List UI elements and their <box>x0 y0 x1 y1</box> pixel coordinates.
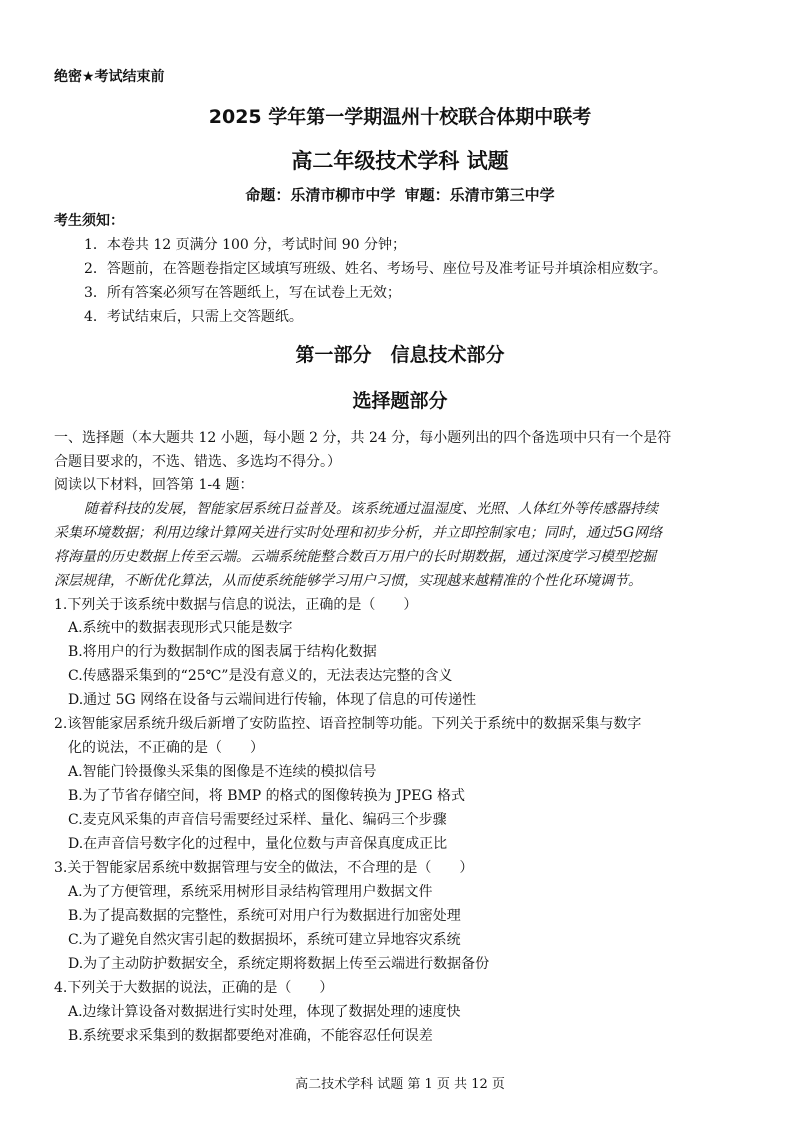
answer-option: D.在声音信号数字化的过程中，量化位数与声音保真度成正比 <box>68 836 448 852</box>
secret-label: 绝密★考试结束前 <box>54 69 165 85</box>
question-stem: 4.下列关于大数据的说法，正确的是（ ） <box>54 980 334 996</box>
answer-option: A.为了方便管理，系统采用树形目录结构管理用户数据文件 <box>68 884 433 900</box>
answer-option: D.通过 5G 网络在设备与云端间进行传输，体现了信息的可传递性 <box>68 692 477 708</box>
answer-option: B.将用户的行为数据制作成的图表属于结构化数据 <box>68 644 377 660</box>
section-heading-part1: 第一部分 信息技术部分 <box>295 344 505 366</box>
notice-item: 1．本卷共 12 页满分 100 分，考试时间 90 分钟； <box>84 237 406 253</box>
answer-option: B.为了提高数据的完整性，系统可对用户行为数据进行加密处理 <box>68 908 461 924</box>
answer-option: A.智能门铃摄像头采集的图像是不连续的模拟信号 <box>68 764 377 780</box>
passage-line: 采集环境数据；利用边缘计算网关进行实时处理和初步分析，并立即控制家电；同时，通过5G网络 <box>54 525 663 541</box>
question-stem-continued: 化的说法，不正确的是（ ） <box>68 740 264 756</box>
answer-option: A.系统中的数据表现形式只能是数字 <box>68 620 293 636</box>
exam-title: 2025 学年第一学期温州十校联合体期中联考 <box>208 106 592 128</box>
instructions-line: 一、选择题（本大题共 12 小题，每小题 2 分，共 24 分，每小题列出的四个备选项中只有一个是符 <box>54 430 672 446</box>
notice-item: 4．考试结束后，只需上交答题纸。 <box>84 309 303 325</box>
answer-option: B.系统要求采集到的数据都要绝对准确，不能容忍任何误差 <box>68 1028 433 1044</box>
passage-line: 将海量的历史数据上传至云端。云端系统能整合数百万用户的长时期数据，通过深度学习模型挖掘 <box>54 549 656 565</box>
answer-option: D.为了主动防护数据安全，系统定期将数据上传至云端进行数据备份 <box>68 956 490 972</box>
page-footer: 高二技术学科 试题 第 1 页 共 12 页 <box>295 1077 505 1092</box>
notice-heading: 考生须知： <box>54 213 124 229</box>
notice-item: 3．所有答案必须写在答题纸上，写在试卷上无效； <box>84 285 401 301</box>
instructions-line: 合题目要求的，不选、错选、多选均不得分。） <box>54 454 341 470</box>
section-heading-choice: 选择题部分 <box>352 390 448 412</box>
answer-option: C.为了避免自然灾害引起的数据损坏，系统可建立异地容灾系统 <box>68 932 461 948</box>
exam-subtitle: 高二年级技术学科 试题 <box>291 149 509 173</box>
question-stem: 3.关于智能家居系统中数据管理与安全的做法，不合理的是（ ） <box>54 860 474 876</box>
answer-option: C.麦克风采集的声音信号需要经过采样、量化、编码三个步骤 <box>68 812 447 828</box>
answer-option: C.传感器采集到的“25℃”是没有意义的，无法表达完整的含义 <box>68 668 453 684</box>
passage-line: 深层规律，不断优化算法，从而使系统能够学习用户习惯，实现越来越精准的个性化环境调节。 <box>54 573 642 589</box>
passage-line: 随着科技的发展，智能家居系统日益普及。该系统通过温湿度、光照、人体红外等传感器持续 <box>84 501 658 517</box>
question-stem: 1.下列关于该系统中数据与信息的说法，正确的是（ ） <box>54 597 418 613</box>
setter-label: 命题：乐清市柳市中学 <box>245 186 396 204</box>
notice-item: 2．答题前，在答题卷指定区域填写班级、姓名、考场号、座位号及准考证号并填涂相应数字。 <box>84 261 667 277</box>
reviewer-label: 审题：乐清市第三中学 <box>404 186 555 204</box>
answer-option: A.边缘计算设备对数据进行实时处理，体现了数据处理的速度快 <box>68 1004 461 1020</box>
authors-line <box>0 184 800 205</box>
question-stem: 2.该智能家居系统升级后新增了安防监控、语音控制等功能。下列关于系统中的数据采集与数字 <box>54 716 642 732</box>
answer-option: B.为了节省存储空间，将 BMP 的格式的图像转换为 JPEG 格式 <box>68 788 466 804</box>
instructions-line: 阅读以下材料，回答第 1-4 题： <box>54 477 254 493</box>
